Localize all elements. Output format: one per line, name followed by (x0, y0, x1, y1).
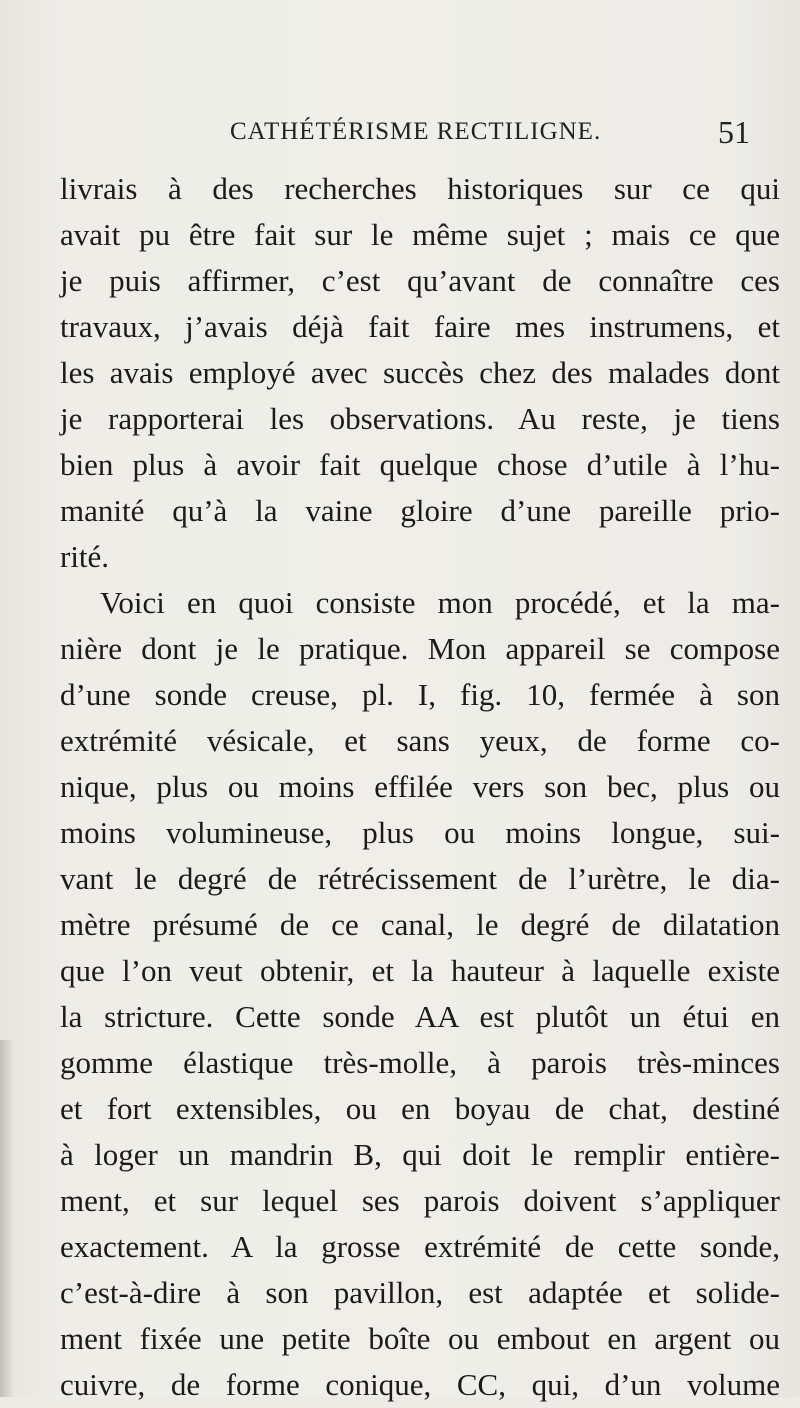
text-line: rité. (60, 539, 110, 574)
text-line: gomme élastique très-molle, à parois très-minces (60, 1045, 780, 1080)
text-line: exactement. A la grosse extrémité de cette sonde, (60, 1229, 780, 1264)
text-line: les avais employé avec succès chez des malades dont (60, 355, 780, 390)
text-line: ment, et sur lequel ses parois doivent s’appliquer (60, 1183, 780, 1218)
paragraph-start-line: Voici en quoi consiste mon procédé, et la ma- (100, 585, 780, 620)
text-line: d’une sonde creuse, pl. I, fig. 10, fermée à son (60, 677, 780, 712)
text-line: livrais à des recherches historiques sur ce qui (60, 171, 780, 206)
text-line: cuivre, de forme conique, CC, qui, d’un volume (60, 1367, 780, 1402)
text-line: extrémité vésicale, et sans yeux, de forme co- (60, 723, 780, 758)
text-line: bien plus à avoir fait quelque chose d’utile à l’hu- (60, 447, 780, 482)
text-line: et fort extensibles, ou en boyau de chat, destiné (60, 1091, 780, 1126)
body-text (60, 166, 780, 1408)
text-line: nière dont je le pratique. Mon appareil se compose (60, 631, 780, 666)
page-header (230, 114, 750, 158)
text-line: je rapporterai les observations. Au reste, je tiens (60, 401, 780, 436)
text-line: avait pu être fait sur le même sujet ; mais ce que (60, 217, 780, 252)
text-line: manité qu’à la vaine gloire d’une pareille prio- (60, 493, 780, 528)
text-line: que l’on veut obtenir, et la hauteur à laquelle existe (60, 953, 780, 988)
text-line: mètre présumé de ce canal, le degré de dilatation (60, 907, 780, 942)
text-line: vant le degré de rétrécissement de l’urètre, le dia- (60, 861, 780, 896)
text-line: je puis affirmer, c’est qu’avant de connaître ces (60, 263, 780, 298)
text-line: travaux, j’avais déjà fait faire mes instrumens, et (60, 309, 780, 344)
page-number: 51 (718, 114, 750, 150)
text-line: la stricture. Cette sonde AA est plutôt un étui en (60, 999, 780, 1034)
text-line: ment fixée une petite boîte ou embout en argent ou (60, 1321, 780, 1356)
text-line: c’est-à-dire à son pavillon, est adaptée et solide- (60, 1275, 780, 1310)
running-head: CATHÉTÉRISME RECTILIGNE. (230, 118, 602, 145)
page-fold-shadow (0, 1040, 14, 1397)
text-line: moins volumineuse, plus ou moins longue, sui- (60, 815, 780, 850)
text-line: nique, plus ou moins effilée vers son bec, plus ou (60, 769, 780, 804)
text-line: à loger un mandrin B, qui doit le remplir entière- (60, 1137, 780, 1172)
